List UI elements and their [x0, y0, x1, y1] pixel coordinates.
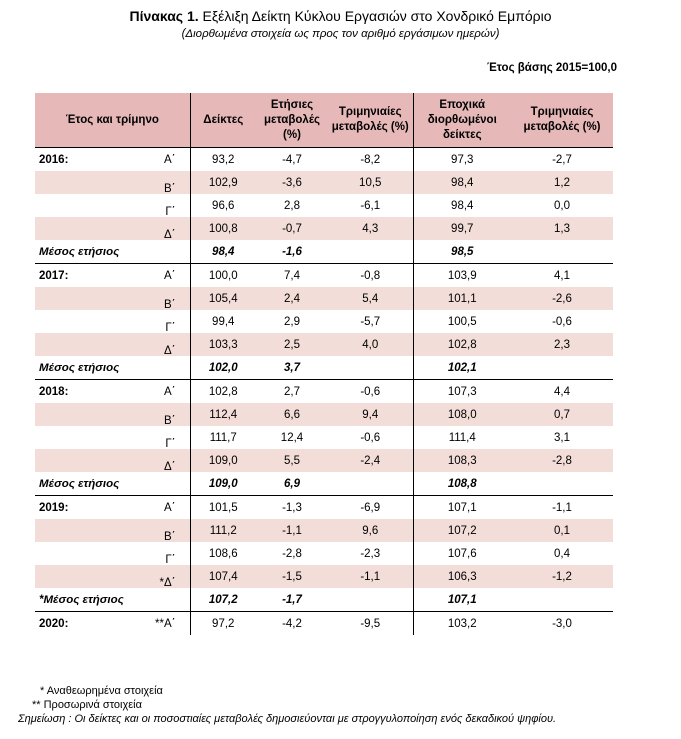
- index-value: 98,4: [190, 240, 256, 264]
- seasonal-quarterly-change-value: 0,0: [554, 199, 570, 212]
- annual-change-value: 3,7: [256, 356, 328, 380]
- index-value: 100,0: [190, 264, 256, 288]
- seasonal-index-value: 108,0: [413, 403, 511, 426]
- seasonal-index-value: 108,3: [413, 449, 511, 472]
- annual-change-value: -1,3: [256, 496, 328, 520]
- annual-change-value: -1,7: [256, 588, 328, 612]
- annual-change-value: -1,6: [256, 240, 328, 264]
- quarterly-change-value: 4,0: [328, 333, 413, 356]
- seasonal-quarterly-change-value: 1,3: [511, 217, 613, 240]
- header-index: Δείκτες: [190, 93, 256, 148]
- period-cell: [35, 380, 190, 404]
- quarterly-change-value: [328, 240, 413, 264]
- period-cell: [35, 194, 190, 217]
- table-row: [35, 612, 613, 636]
- year-label: 2017:: [39, 269, 69, 282]
- header-annual-change: Ετήσιες μεταβολές (%): [256, 93, 328, 148]
- period-cell: [35, 287, 190, 310]
- period-cell: [35, 519, 190, 542]
- header-seasonal-index: Εποχικά διορθωμένοι δείκτες: [413, 93, 511, 148]
- seasonal-index-value: 103,2: [413, 612, 511, 636]
- seasonal-quarterly-change-value: 4,1: [511, 264, 613, 288]
- seasonal-quarterly-change-value: 4,4: [511, 380, 613, 404]
- period-cell: [35, 612, 190, 636]
- annual-change-value: 6,9: [256, 472, 328, 496]
- table-row: [35, 194, 613, 217]
- annual-change-value: -4,2: [256, 612, 328, 636]
- seasonal-quarterly-change-value: 0,4: [554, 547, 570, 560]
- index-value: 102,8: [190, 380, 256, 404]
- seasonal-quarterly-change-value: 2,3: [511, 333, 613, 356]
- seasonal-index-value: 103,9: [413, 264, 511, 288]
- table-row: [35, 287, 613, 310]
- year-label: 2016:: [39, 153, 69, 166]
- quarter-label: Α΄: [164, 385, 176, 398]
- period-cell: [35, 264, 190, 288]
- annual-average-row: [35, 356, 613, 380]
- quarterly-change-value: 9,4: [328, 403, 413, 426]
- annual-change-value: 7,4: [256, 264, 328, 288]
- table-row: [35, 542, 613, 565]
- index-value: 96,6: [190, 194, 256, 217]
- period-cell: [35, 148, 190, 172]
- seasonal-index-value: 98,4: [413, 171, 511, 194]
- quarterly-change-value: -6,1: [360, 199, 381, 212]
- quarter-label: Α΄: [164, 501, 176, 514]
- quarter-label: Γ΄: [165, 205, 176, 218]
- table-title-text: Εξέλιξη Δείκτη Κύκλου Εργασιών στο Χονδρικό Εμπόριο: [202, 8, 552, 24]
- quarterly-change-value: 5,4: [328, 287, 413, 310]
- quarterly-change-value: -0,6: [360, 431, 381, 444]
- annual-change-value: 2,9: [284, 315, 300, 328]
- table-row: [35, 565, 613, 588]
- period-cell: [35, 171, 190, 194]
- index-value: 102,0: [190, 356, 256, 380]
- quarter-label: Β΄: [164, 414, 176, 427]
- seasonal-index-value: 107,3: [413, 380, 511, 404]
- period-cell: [35, 333, 190, 356]
- quarterly-change-value: 10,5: [328, 171, 413, 194]
- seasonal-quarterly-change-value: [511, 240, 613, 264]
- period-cell: [35, 217, 190, 240]
- period-cell: [35, 403, 190, 426]
- seasonal-quarterly-change-value: 0,1: [511, 519, 613, 542]
- table-row: [35, 403, 613, 426]
- table-row: [35, 217, 613, 240]
- annual-change-value: -0,7: [256, 217, 328, 240]
- quarterly-change-value: -1,1: [328, 565, 413, 588]
- seasonal-quarterly-change-value: 3,1: [554, 431, 570, 444]
- period-cell: [35, 542, 190, 565]
- seasonal-index-value: 100,5: [413, 310, 511, 333]
- table-header-row: [35, 93, 613, 148]
- annual-change-value: 2,4: [256, 287, 328, 310]
- annual-average-row: [35, 240, 613, 264]
- annual-average-row: [35, 588, 613, 612]
- index-value: 93,2: [190, 148, 256, 172]
- quarter-label: Γ΄: [165, 437, 176, 450]
- annual-change-value: -4,7: [256, 148, 328, 172]
- quarter-label: Α΄: [164, 153, 176, 166]
- seasonal-quarterly-change-value: -2,8: [511, 449, 613, 472]
- seasonal-index-value: 107,2: [413, 519, 511, 542]
- quarterly-change-value: 4,3: [328, 217, 413, 240]
- seasonal-quarterly-change-value: 1,2: [511, 171, 613, 194]
- seasonal-index-value: 108,8: [413, 472, 511, 496]
- annual-change-value: 5,5: [256, 449, 328, 472]
- quarter-label: Δ΄: [163, 460, 176, 473]
- period-cell: [35, 426, 190, 449]
- table-row: [35, 380, 613, 404]
- seasonal-quarterly-change-value: [511, 588, 613, 612]
- quarter-label: Α΄: [164, 269, 176, 282]
- footnote-remark: Σημείωση : Οι δείκτες και οι ποσοστιαίες μεταβολές δημοσιεύονται με στρογγυλοποίηση ενός δεκαδικού ψηφίου.: [18, 713, 557, 725]
- quarterly-change-value: -8,2: [328, 148, 413, 172]
- quarter-label: *Δ΄: [159, 576, 176, 589]
- seasonal-index-value: 106,3: [413, 565, 511, 588]
- seasonal-quarterly-change-value: -1,2: [511, 565, 613, 588]
- quarter-label: **Α΄: [155, 617, 176, 630]
- quarterly-change-value: [328, 356, 413, 380]
- table-number: Πίνακας 1.: [129, 8, 199, 24]
- annual-change-value: -2,8: [282, 547, 302, 560]
- average-label: Μέσος ετήσιος: [35, 472, 190, 496]
- index-value: 102,9: [190, 171, 256, 194]
- annual-change-value: 2,8: [284, 199, 300, 212]
- header-seasonal-quarterly-change: Τριμηνιαίες μεταβολές (%): [511, 93, 613, 148]
- annual-change-value: 6,6: [256, 403, 328, 426]
- seasonal-index-value: 107,1: [413, 588, 511, 612]
- average-label: Μέσος ετήσιος: [35, 240, 190, 264]
- seasonal-quarterly-change-value: [511, 356, 613, 380]
- index-value: 107,2: [190, 588, 256, 612]
- seasonal-quarterly-change-value: -3,0: [511, 612, 613, 636]
- footnote-provisional: ** Προσωρινά στοιχεία: [32, 699, 142, 711]
- quarterly-change-value: -0,8: [328, 264, 413, 288]
- quarterly-change-value: -5,7: [360, 315, 381, 328]
- period-cell: [35, 310, 190, 333]
- table-row: [35, 171, 613, 194]
- header-period: Έτος και τρίμηνο: [35, 93, 190, 148]
- quarter-label: Β΄: [164, 530, 176, 543]
- seasonal-index-value: 102,1: [413, 356, 511, 380]
- index-value: 100,8: [190, 217, 256, 240]
- quarterly-change-value: [328, 472, 413, 496]
- index-value: 108,6: [190, 542, 256, 565]
- table-subtitle: (Διορθωμένα στοιχεία ως προς τον αριθμό εργάσιμων ημερών): [181, 28, 500, 40]
- quarter-label: Γ΄: [165, 553, 176, 566]
- annual-change-value: -3,6: [256, 171, 328, 194]
- seasonal-index-value: 98,4: [413, 194, 511, 217]
- seasonal-index-value: 98,5: [413, 240, 511, 264]
- index-value: 101,5: [190, 496, 256, 520]
- year-label: 2019:: [39, 501, 69, 514]
- quarterly-change-value: -9,5: [328, 612, 413, 636]
- seasonal-index-value: 101,1: [413, 287, 511, 310]
- quarter-label: Δ΄: [163, 344, 176, 357]
- table-row: [35, 148, 613, 172]
- annual-change-value: -1,5: [256, 565, 328, 588]
- average-label: *Μέσος ετήσιος: [35, 588, 190, 612]
- quarterly-change-value: [328, 588, 413, 612]
- annual-change-value: 2,7: [256, 380, 328, 404]
- table-row: [35, 426, 613, 449]
- seasonal-quarterly-change-value: -2,7: [511, 148, 613, 172]
- table-row: [35, 449, 613, 472]
- seasonal-index-value: 111,4: [413, 426, 511, 449]
- year-label: 2020:: [39, 617, 69, 630]
- index-value: 103,3: [190, 333, 256, 356]
- period-cell: [35, 496, 190, 520]
- table-row: [35, 496, 613, 520]
- index-value: 109,0: [190, 472, 256, 496]
- seasonal-quarterly-change-value: 0,7: [511, 403, 613, 426]
- table-row: [35, 264, 613, 288]
- seasonal-index-value: 107,1: [413, 496, 511, 520]
- base-year-label: Έτος βάσης 2015=100,0: [486, 62, 617, 74]
- index-value: 111,2: [190, 519, 256, 542]
- seasonal-quarterly-change-value: -2,6: [511, 287, 613, 310]
- annual-change-value: -1,1: [256, 519, 328, 542]
- seasonal-quarterly-change-value: -0,6: [552, 315, 572, 328]
- index-value: 99,4: [190, 310, 256, 333]
- seasonal-quarterly-change-value: -1,1: [511, 496, 613, 520]
- quarterly-change-value: -2,4: [328, 449, 413, 472]
- index-table: [35, 93, 613, 635]
- period-cell: [35, 449, 190, 472]
- seasonal-index-value: 102,8: [413, 333, 511, 356]
- seasonal-index-value: 99,7: [413, 217, 511, 240]
- index-value: 111,7: [190, 426, 256, 449]
- average-label: Μέσος ετήσιος: [35, 356, 190, 380]
- annual-change-value: 12,4: [280, 431, 304, 444]
- quarterly-change-value: -6,9: [328, 496, 413, 520]
- index-value: 112,4: [190, 403, 256, 426]
- index-value: 109,0: [190, 449, 256, 472]
- footnote-revised: * Αναθεωρημένα στοιχεία: [40, 685, 163, 697]
- header-quarterly-change: Τριμηνιαίες μεταβολές (%): [328, 93, 413, 148]
- quarter-label: Β΄: [164, 182, 176, 195]
- seasonal-index-value: 107,6: [413, 542, 511, 565]
- index-value: 97,2: [190, 612, 256, 636]
- seasonal-quarterly-change-value: [511, 472, 613, 496]
- footnotes: [18, 684, 556, 726]
- period-cell: [35, 565, 190, 588]
- index-value: 105,4: [190, 287, 256, 310]
- table-title: [0, 8, 681, 24]
- quarter-label: Δ΄: [163, 228, 176, 241]
- table-row: [35, 333, 613, 356]
- annual-average-row: [35, 472, 613, 496]
- quarterly-change-value: -2,3: [360, 547, 381, 560]
- index-value: 107,4: [190, 565, 256, 588]
- table-row: [35, 310, 613, 333]
- year-label: 2018:: [39, 385, 69, 398]
- quarterly-change-value: 9,6: [328, 519, 413, 542]
- table-row: [35, 519, 613, 542]
- quarter-label: Β΄: [164, 298, 176, 311]
- quarter-label: Γ΄: [165, 321, 176, 334]
- annual-change-value: 2,5: [256, 333, 328, 356]
- quarterly-change-value: -0,6: [328, 380, 413, 404]
- seasonal-index-value: 97,3: [413, 148, 511, 172]
